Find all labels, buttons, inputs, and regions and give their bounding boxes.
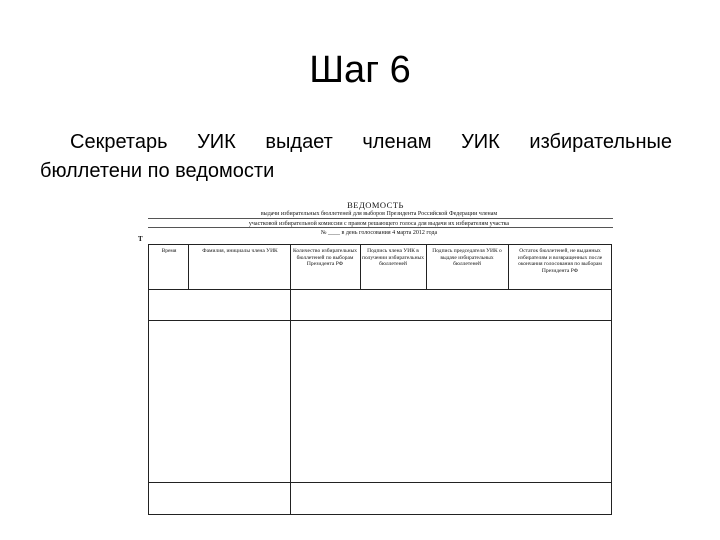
document-subtitle-2: участковой избирательной комиссии с правом решающего голоса для выдачи их избирателям участка xyxy=(248,221,510,227)
document-title: ВЕДОМОСТЬ xyxy=(347,200,404,210)
table-top-border xyxy=(148,244,611,245)
table-col-divider xyxy=(426,244,427,289)
document-image xyxy=(138,196,613,518)
document-side-mark: Т xyxy=(138,235,143,243)
table-col-divider xyxy=(508,244,509,289)
table-col-divider xyxy=(360,244,361,289)
table-col-divider xyxy=(290,244,291,515)
column-header: Остаток бюллетеней, не выданных избирателям и возвращенных после окончания голосования по выборам Президента РФ xyxy=(517,248,603,274)
column-header: Подпись члена УИК в получении избирательных бюллетеней xyxy=(362,248,424,267)
table-col-divider xyxy=(188,244,189,289)
underline xyxy=(148,218,613,219)
document-subtitle-1: выдачи избирательных бюллетеней для выборов Президента Российской Федерации членам xyxy=(260,211,498,217)
table-left-border xyxy=(148,244,149,515)
table-right-border xyxy=(611,244,612,515)
slide-title: Шаг 6 xyxy=(309,49,411,91)
table-row-line xyxy=(148,482,611,483)
column-header: Время xyxy=(161,248,177,254)
table-header-bottom xyxy=(148,289,611,290)
underline xyxy=(148,227,613,228)
document-subtitle-3: № ____ в день голосования 4 марта 2012 года xyxy=(320,230,438,236)
body-line-2: бюллетени по ведомости xyxy=(40,160,275,182)
column-header: Подпись председателя УИК о выдаче избирательных бюллетеней xyxy=(432,248,502,267)
table-row-line xyxy=(148,320,611,321)
column-header: Количество избирательных бюллетеней по выборам Президента РФ xyxy=(292,248,358,267)
column-header: Фамилия, инициалы члена УИК xyxy=(202,248,278,254)
slide-body xyxy=(40,128,672,186)
body-line-1: Секретарь УИК выдает членам УИК избирательные xyxy=(70,131,672,153)
table-bottom-border xyxy=(148,514,611,515)
